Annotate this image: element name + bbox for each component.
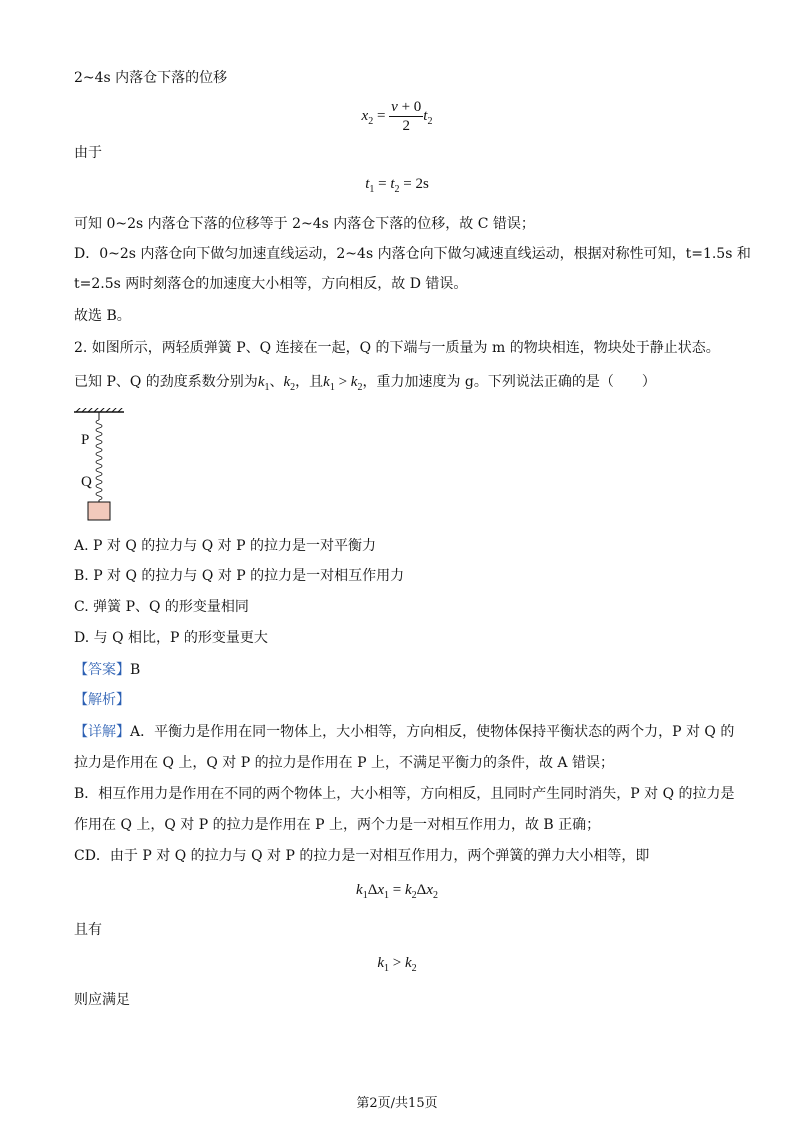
detail-line: 作用在 Q 上，Q 对 P 的拉力是作用在 P 上，两个力是一对相互作用力，故 B 正确； (74, 817, 601, 833)
answer-line: 【答案】B (74, 662, 141, 678)
formula-k-dx: $k_1\Delta x_1 = k_2\Delta x_2$ (356, 882, 438, 901)
detail-line: CD．由于 P 对 Q 的拉力与 Q 对 P 的拉力是一对相互作用力，两个弹簧的弹力大小相等，即 (74, 848, 650, 864)
option-a: A. P 对 Q 的拉力与 Q 对 P 的拉力是一对平衡力 (74, 538, 376, 554)
label-p: P (81, 432, 90, 448)
text-line: 故选 B。 (74, 308, 131, 324)
detail-line: 拉力是作用在 Q 上，Q 对 P 的拉力是作用在 P 上，不满足平衡力的条件，故 A 错误； (74, 755, 614, 771)
spring-figure (72, 408, 142, 524)
block (88, 502, 110, 520)
formula-t: $t_1 = t_2 = 2s$ (365, 176, 429, 195)
detail-line: 且有 (74, 922, 102, 938)
text-line: t=2.5s 两时刻落仓的加速度大小相等，方向相反，故 D 错误。 (74, 276, 468, 292)
question-stem: 2. 如图所示，两轻质弹簧 P、Q 连接在一起，Q 的下端与一质量为 m 的物块相连，物块处于静止状态。 (74, 340, 720, 356)
detail-line: 【详解】A．平衡力是作用在同一物体上，大小相等，方向相反，使物体保持平衡状态的两个力，P 对 Q 的 (74, 724, 735, 740)
formula-x2: $x_2$ = $\frac{v + 0}{2}$ $t_2$ (361, 99, 433, 134)
detail-line: B．相互作用力是作用在不同的两个物体上，大小相等，方向相反，且同时产生同时消失，P 对 Q 的拉力是 (74, 786, 735, 802)
question-stem-2: 已知 P、Q 的劲度系数分别为$k_1$、$k_2$，且$k_1 > k_2$，重力加速度为 g。下列说法正确的是（ ） (74, 374, 656, 393)
formula-k-compare: $k_1 > k_2$ (377, 955, 417, 974)
detail-line: 则应满足 (74, 992, 130, 1008)
text-line: 由于 (74, 145, 102, 161)
label-q: Q (81, 474, 92, 490)
text-line: 可知 0~2s 内落仓下落的位移等于 2~4s 内落仓下落的位移，故 C 错误； (74, 216, 535, 232)
analysis-label: 【解析】 (74, 692, 130, 708)
page-footer: 第2页/共15页 (356, 1096, 438, 1111)
option-d: D. 与 Q 相比，P 的形变量更大 (74, 630, 268, 646)
text-line: D．0~2s 内落仓向下做匀加速直线运动，2~4s 内落仓向下做匀减速直线运动，根据对称性可知，t=1.5s 和 (74, 246, 751, 262)
text-line: 2~4s 内落仓下落的位移 (74, 70, 228, 86)
option-b: B. P 对 Q 的拉力与 Q 对 P 的拉力是一对相互作用力 (74, 568, 405, 584)
option-c: C. 弹簧 P、Q 的形变量相同 (74, 599, 249, 615)
